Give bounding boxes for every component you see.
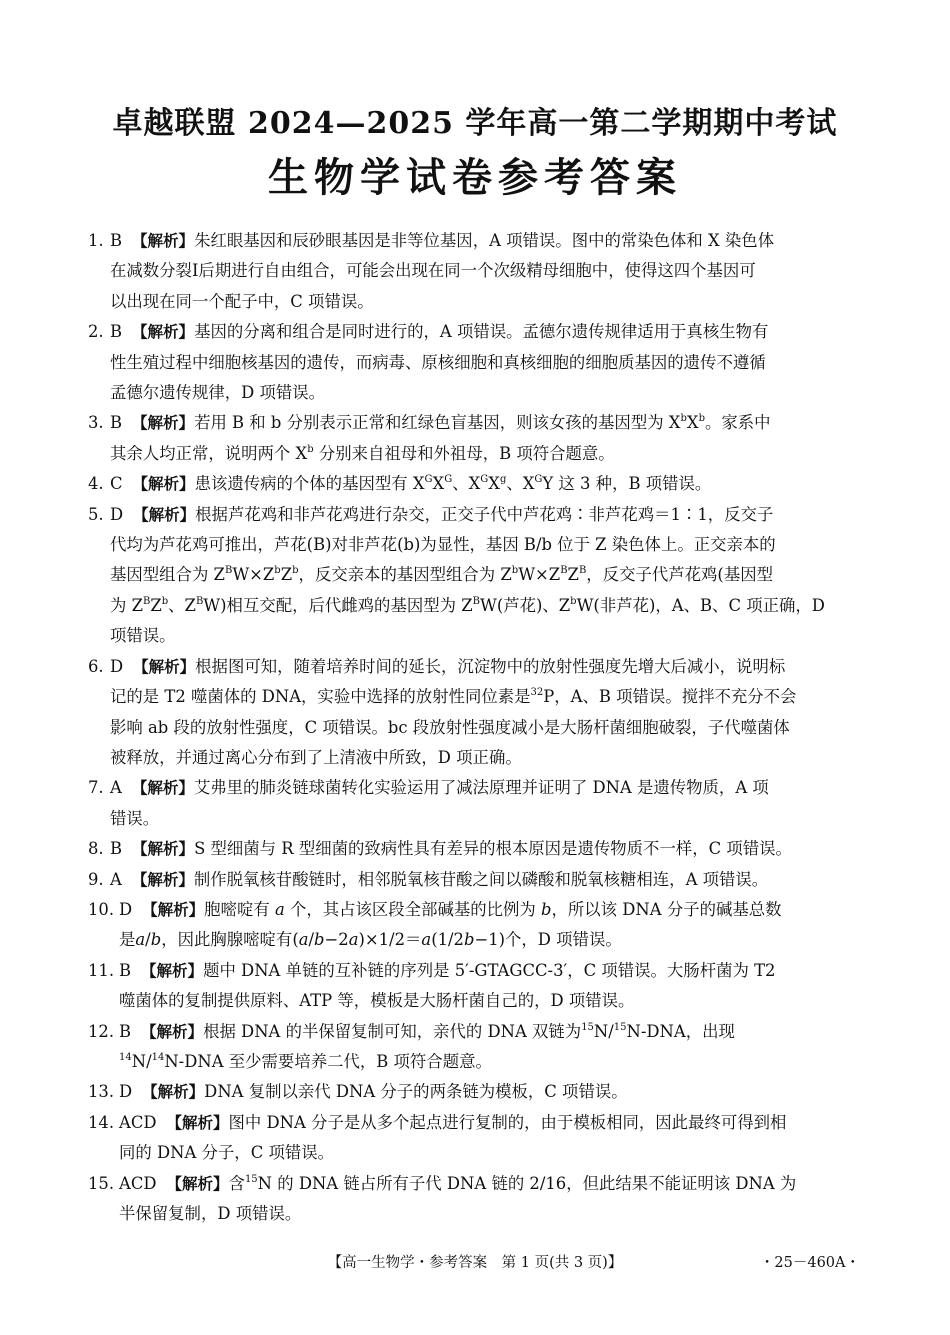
explanation-text: 基因型组合为 $Z^BW\times Z^bZ^b$，反交亲本的基因型组合为 $Z^bW\times Z^BZ^B$，反交子代芦花鸡(基因型 [110,565,773,585]
explanation-text: 被释放，并通过离心分布到了上清液中所致，D 项正确。 [110,747,522,767]
explanation-text: 艾弗里的肺炎链球菌转化实验运用了减法原理并证明了 DNA 是遗传物质，A 项 [193,778,769,798]
explanation-line [119,1017,866,1047]
explanation-text: 在减数分裂Ⅰ后期进行自由组合，可能会出现在同一个次级精母细胞中，使得这四个基因可 [110,261,756,281]
explanation-text: 影响 ab 段的放射性强度，C 项错误。bc 段放射性强度减小是大肠杆菌细胞破裂，子代噬菌体 [110,717,790,737]
question-number: 11. [88,960,115,980]
answer-choice: A [110,869,122,889]
explanation-line [110,591,866,621]
analysis-tag: 【解析】 [166,1113,229,1132]
answer-item [88,1017,866,1078]
explanation-line [119,1047,866,1077]
explanation-line [119,1077,866,1107]
explanation-line [110,287,866,317]
explanation-line [119,925,866,955]
answer-list [88,226,866,1229]
analysis-tag: 【解析】 [141,1022,204,1041]
answer-choice: B [119,960,132,980]
answer-item [88,226,866,317]
explanation-text: $^{14}$N/$^{14}$N-DNA 至少需要培养二代，B 项符合题意。 [119,1051,492,1071]
analysis-tag: 【解析】 [142,900,205,919]
answer-item [88,865,866,895]
analysis-tag: 【解析】 [141,961,204,980]
explanation-text: 噬菌体的复制提供原料、ATP 等，模板是大肠杆菌自己的，D 项错误。 [119,991,635,1011]
explanation-text: 制作脱氧核苷酸链时，相邻脱氧核苷酸之间以磷酸和脱氧核糖相连，A 项错误。 [193,869,769,889]
explanation-line [110,469,866,499]
answer-item [88,956,866,1017]
explanation-text: 孟德尔遗传规律，D 项错误。 [110,383,326,403]
page-footer [0,1251,950,1275]
analysis-tag: 【解析】 [142,1083,205,1102]
explanation-text: 若用 B 和 b 分别表示正常和红绿色盲基因，则该女孩的基因型为 $X^bX^b$。家系中 [194,413,771,433]
answer-item [88,500,866,652]
explanation-line [110,804,866,834]
explanation-text: 性生殖过程中细胞核基因的遗传，而病毒、原核细胞和真核细胞的细胞质基因的遗传不遵循 [110,352,766,372]
explanation-line [119,956,866,986]
explanation-line [110,621,866,651]
explanation-text: 胞嘧啶有 a 个，其占该区段全部碱基的比例为 b，所以该 DNA 分子的碱基总数 [204,899,782,919]
explanation-text: 基因的分离和组合是同时进行的，A 项错误。孟德尔遗传规律适用于真核生物有 [194,322,769,342]
question-number: 14. [88,1112,115,1132]
explanation-line [110,500,866,530]
explanation-text: 为 $Z^BZ^b$、$Z^BW$)相互交配，后代雌鸡的基因型为 $Z^BW$(芦花)、$Z^bW$(非芦花)，A、B、C 项正确，D [110,595,825,615]
question-number: 7. [88,778,104,798]
analysis-tag: 【解析】 [166,1174,229,1193]
explanation-line [110,530,866,560]
page-title: 生物学试卷参考答案 [268,154,682,201]
answer-choice: B [110,322,123,342]
analysis-tag: 【解析】 [132,323,195,342]
explanation-line [110,713,866,743]
analysis-tag: 【解析】 [132,840,195,859]
explanation-line [119,1108,866,1138]
explanation-line [110,743,866,773]
answer-choice: D [119,899,133,919]
explanation-text: 题中 DNA 单链的互补链的序列是 5′-GTAGCC-3′，C 项错误。大肠杆菌为 T2 [203,960,776,980]
explanation-line [119,1169,866,1199]
analysis-tag: 【解析】 [132,414,195,433]
answer-item [88,408,866,469]
analysis-tag: 【解析】 [133,505,196,524]
explanation-line [110,348,866,378]
explanation-line [119,1138,866,1168]
question-number: 10. [88,899,115,919]
explanation-text: 含$^{15}$N 的 DNA 链占所有子代 DNA 链的 2/16，但此结果不能证明该 DNA 为 [228,1173,797,1193]
explanation-text: 根据芦花鸡和非芦花鸡进行杂交，正交子代中芦花鸡∶非芦花鸡＝1∶1，反交子 [195,504,774,524]
explanation-text: 图中 DNA 分子是从多个起点进行复制的，由于模板相同，因此最终可得到相 [228,1112,787,1132]
explanation-text: 患该遗传病的个体的基因型有 $X^GX^G$、$X^GX^g$、$X^GY$ 这 3 种，B 项错误。 [194,474,712,494]
explanation-text: 根据 DNA 的半保留复制可知，亲代的 DNA 双链为$^{15}$N/$^{15}$N-DNA，出现 [203,1021,735,1041]
answer-item [88,652,866,774]
footer-page-info: 【高一生物学・参考答案 第 1 页(共 3 页)】 [327,1255,623,1271]
explanation-text: 半保留复制，D 项错误。 [119,1204,302,1223]
answer-choice: B [110,839,123,859]
analysis-tag: 【解析】 [131,870,194,889]
explanation-line [119,895,866,925]
answer-choice: D [110,656,124,676]
question-number: 3. [88,413,104,433]
analysis-tag: 【解析】 [131,779,194,798]
explanation-line [110,317,866,347]
answer-item [88,317,866,408]
question-number: 2. [88,322,104,342]
question-number: 8. [88,839,104,859]
analysis-tag: 【解析】 [132,475,195,494]
explanation-line [110,682,866,712]
answer-item [88,895,866,956]
question-number: 15. [88,1173,115,1193]
explanation-line [110,439,866,469]
answer-choice: B [119,1021,132,1041]
question-number: 4. [88,474,104,494]
explanation-line [110,834,866,864]
explanation-line [110,256,866,286]
answer-choice: C [110,474,123,494]
explanation-text: DNA 复制以亲代 DNA 分子的两条链为模板，C 项错误。 [204,1082,628,1102]
explanation-line [110,560,866,590]
question-number: 9. [88,869,104,889]
answer-choice: D [119,1082,133,1102]
explanation-line [119,986,866,1016]
explanation-text: 同的 DNA 分子，C 项错误。 [119,1143,335,1163]
answer-choice: D [110,504,124,524]
exam-title: 卓越联盟 2024—2025 学年高一第二学期期中考试 [112,106,838,141]
analysis-tag: 【解析】 [133,657,196,676]
question-number: 6. [88,656,104,676]
answer-choice: B [110,231,123,250]
answer-choice: B [110,413,123,433]
question-number: 12. [88,1021,115,1041]
explanation-text: 以出现在同一个配子中，C 项错误。 [110,291,374,311]
explanation-text: 根据图可知，随着培养时间的延长，沉淀物中的放射性强度先增大后减小，说明标 [195,656,786,676]
explanation-text: 错误。 [110,808,160,828]
explanation-text: 项错误。 [110,626,176,646]
explanation-text: 朱红眼基因和辰砂眼基因是非等位基因，A 项错误。图中的常染色体和 X 染色体 [194,231,775,250]
explanation-line [110,378,866,408]
explanation-text: S 型细菌与 R 型细菌的致病性具有差异的根本原因是遗传物质不一样，C 项错误。 [194,839,792,859]
explanation-line [110,773,866,803]
answer-item [88,1169,866,1230]
explanation-line [110,865,866,895]
question-number: 5. [88,504,104,524]
answer-item [88,1108,866,1169]
answer-choice: ACD [119,1173,157,1193]
answer-item [88,834,866,864]
explanation-line [119,1199,866,1229]
explanation-text: 记的是 T2 噬菌体的 DNA，实验中选择的放射性同位素是$^{32}$P，A、B 项错误。搅拌不充分不会 [110,687,797,707]
question-number: 13. [88,1082,115,1102]
analysis-tag: 【解析】 [132,232,195,250]
answer-item [88,1077,866,1107]
answer-item [88,773,866,834]
explanation-text: 是a/b，因此胸腺嘧啶有(a/b−2a)×1/2＝a(1/2b−1)个，D 项错误。 [119,930,622,950]
footer-paper-code: ・25－460A・ [759,1255,860,1271]
explanation-line [110,408,866,438]
explanation-text: 其余人均正常，说明两个 $X^b$ 分别来自祖母和外祖母，B 项符合题意。 [110,443,615,463]
explanation-line [110,652,866,682]
answer-choice: A [110,778,122,798]
question-number: 1. [88,231,104,250]
explanation-text: 代均为芦花鸡可推出，芦花(B)对非芦花(b)为显性，基因 B/b 位于 Z 染色体上。正交亲本的 [110,535,776,555]
answer-item [88,469,866,499]
answer-choice: ACD [119,1112,157,1132]
explanation-line [110,226,866,256]
